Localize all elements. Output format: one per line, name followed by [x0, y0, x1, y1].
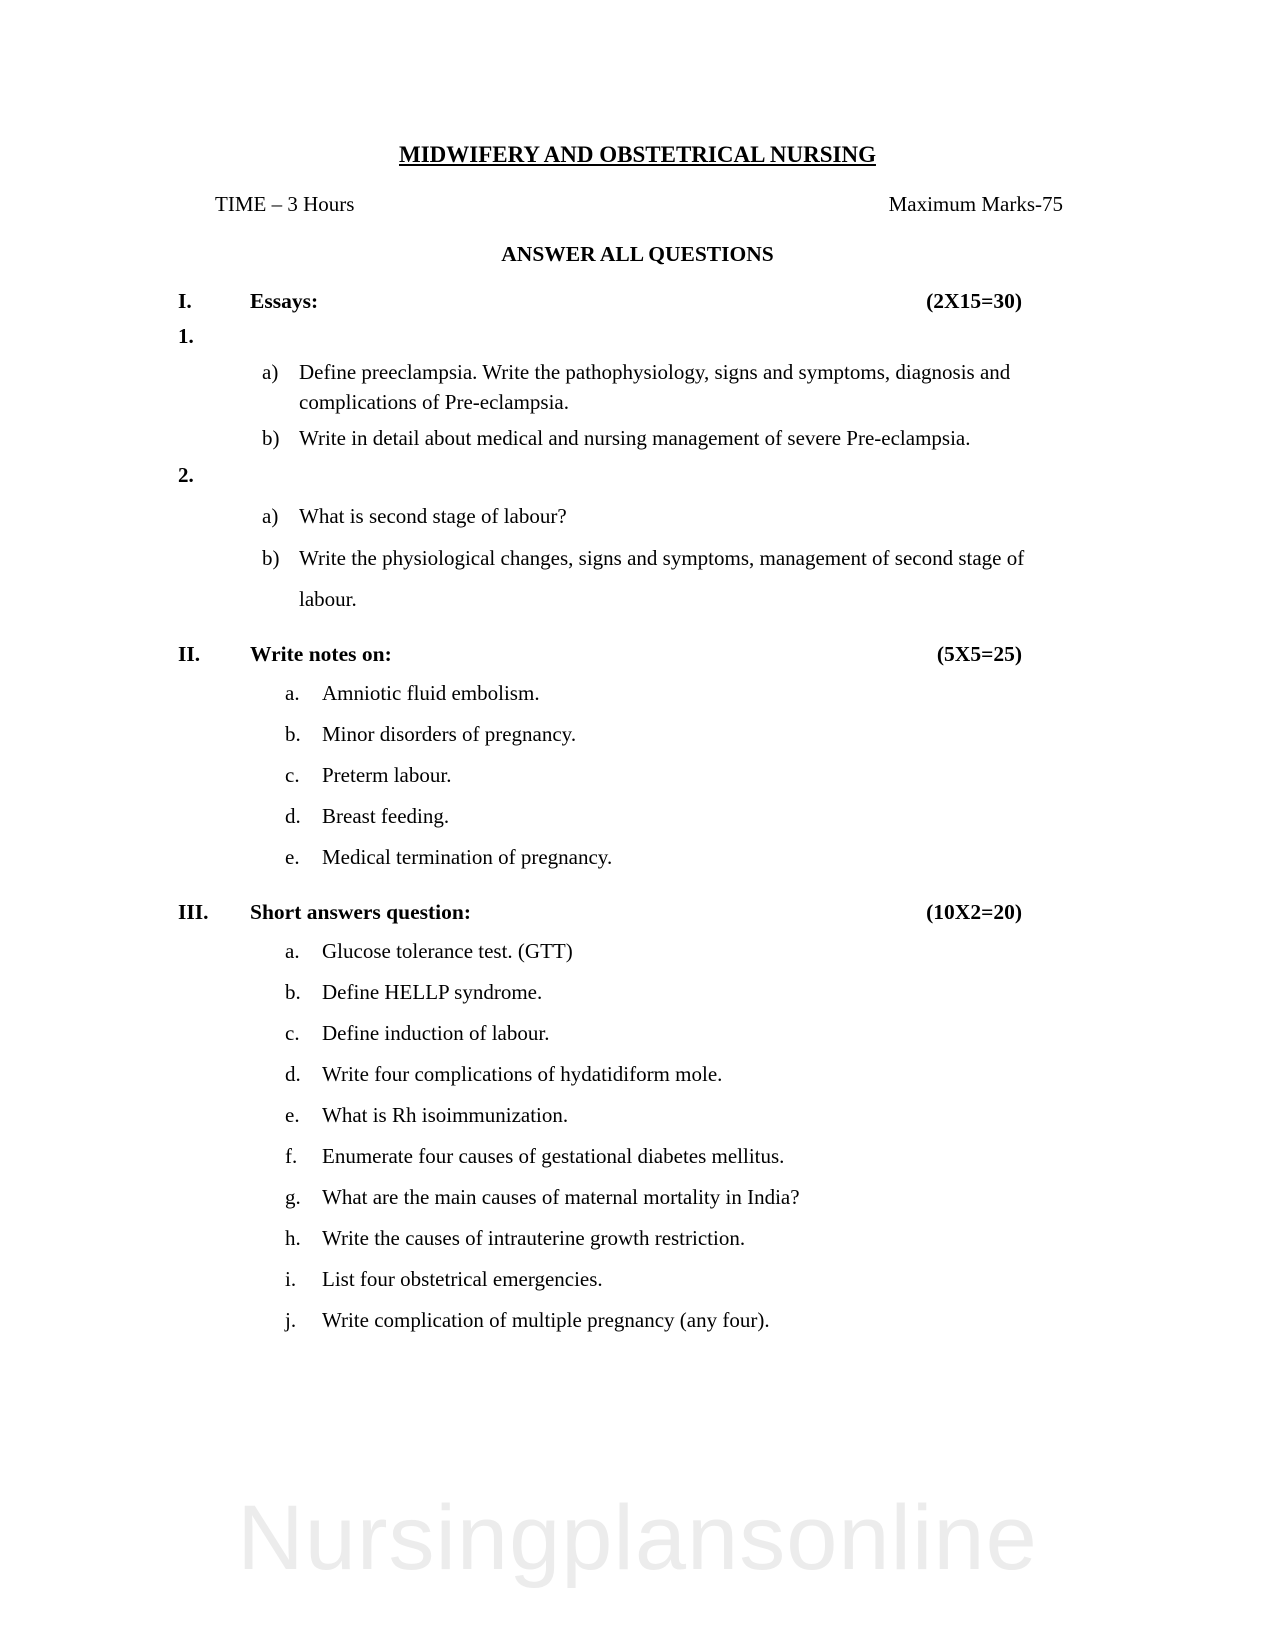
section-2-header: [178, 642, 1022, 667]
section-2-marks: (5X5=25): [936, 642, 1022, 666]
item-label: b.: [285, 722, 301, 746]
item-label: g.: [285, 1185, 301, 1209]
item-label: e.: [285, 845, 300, 869]
question-2-number: 2.: [178, 463, 194, 487]
note-item-e: [285, 837, 1065, 878]
item-label: a.: [285, 939, 300, 963]
part-text: Define preeclampsia. Write the pathophysiology, signs and symptoms, diagnosis and complications of Pre-eclampsia.: [299, 360, 1011, 414]
question-1-part-a: [262, 357, 1040, 417]
short-answer-item-h: [285, 1218, 1065, 1259]
item-label: c.: [285, 1021, 300, 1045]
time-allowed: TIME – 3 Hours: [215, 192, 355, 216]
item-text: Minor disorders of pregnancy.: [322, 722, 577, 746]
section-3-numeral: III.: [178, 900, 209, 924]
answer-all-questions-heading: ANSWER ALL QUESTIONS: [501, 242, 774, 266]
item-text: Breast feeding.: [322, 804, 450, 828]
paper-title: [0, 0, 1275, 168]
item-text: List four obstetrical emergencies.: [322, 1267, 603, 1291]
question-2-part-b: [262, 538, 1040, 620]
item-label: b.: [285, 980, 301, 1004]
part-label: b): [262, 546, 280, 570]
meta-row: [215, 192, 1063, 217]
short-answer-item-g: [285, 1177, 1065, 1218]
maximum-marks: Maximum Marks-75: [888, 192, 1063, 216]
section-1-marks: (2X15=30): [926, 289, 1022, 313]
item-text: What are the main causes of maternal mortality in India?: [322, 1185, 800, 1209]
item-text: Write complication of multiple pregnancy (any four).: [322, 1308, 770, 1332]
short-answer-item-j: [285, 1300, 1065, 1341]
part-label: a): [262, 504, 279, 528]
item-label: a.: [285, 681, 300, 705]
short-answer-item-a: [285, 931, 1065, 972]
item-text: Write the causes of intrauterine growth restriction.: [322, 1226, 746, 1250]
item-text: What is Rh isoimmunization.: [322, 1103, 569, 1127]
section-1-header: [178, 289, 1022, 314]
question-1-part-b: [262, 423, 1040, 453]
item-label: j.: [285, 1308, 297, 1332]
section-2-title: Write notes on:: [250, 642, 392, 666]
part-text: Write the physiological changes, signs and symptoms, management of second stage of labour.: [299, 546, 1025, 611]
question-2-part-a: [262, 496, 1040, 537]
note-item-b: [285, 714, 1065, 755]
short-answer-item-c: [285, 1013, 1065, 1054]
item-label: h.: [285, 1226, 301, 1250]
part-label: a): [262, 360, 279, 384]
question-1-number: 1.: [178, 324, 194, 348]
section-1-title: Essays:: [250, 289, 319, 313]
short-answer-item-d: [285, 1054, 1065, 1095]
item-text: Medical termination of pregnancy.: [322, 845, 613, 869]
note-item-d: [285, 796, 1065, 837]
part-label: b): [262, 426, 280, 450]
section-3-marks: (10X2=20): [926, 900, 1022, 924]
item-label: d.: [285, 1062, 301, 1086]
section-3-title: Short answers question:: [250, 900, 471, 924]
item-label: i.: [285, 1267, 297, 1291]
paper-title-text: MIDWIFERY AND OBSTETRICAL NURSING: [399, 142, 876, 167]
item-label: e.: [285, 1103, 300, 1127]
item-label: c.: [285, 763, 300, 787]
item-text: Write four complications of hydatidiform mole.: [322, 1062, 723, 1086]
item-text: Glucose tolerance test. (GTT): [322, 939, 573, 963]
note-item-a: [285, 673, 1065, 714]
part-text: What is second stage of labour?: [299, 504, 567, 528]
item-text: Preterm labour.: [322, 763, 452, 787]
note-item-c: [285, 755, 1065, 796]
section-2-numeral: II.: [178, 642, 201, 666]
short-answer-item-f: [285, 1136, 1065, 1177]
section-3-header: [178, 900, 1022, 925]
part-text: Write in detail about medical and nursing management of severe Pre-eclampsia.: [299, 426, 971, 450]
item-label: d.: [285, 804, 301, 828]
section-1-numeral: I.: [178, 289, 192, 313]
item-text: Amniotic fluid embolism.: [322, 681, 540, 705]
item-text: Enumerate four causes of gestational diabetes mellitus.: [322, 1144, 785, 1168]
watermark: Nursingplansonline: [237, 1487, 1038, 1589]
short-answer-item-i: [285, 1259, 1065, 1300]
item-text: Define induction of labour.: [322, 1021, 550, 1045]
item-text: Define HELLP syndrome.: [322, 980, 543, 1004]
item-label: f.: [285, 1144, 298, 1168]
short-answer-item-b: [285, 972, 1065, 1013]
short-answer-item-e: [285, 1095, 1065, 1136]
